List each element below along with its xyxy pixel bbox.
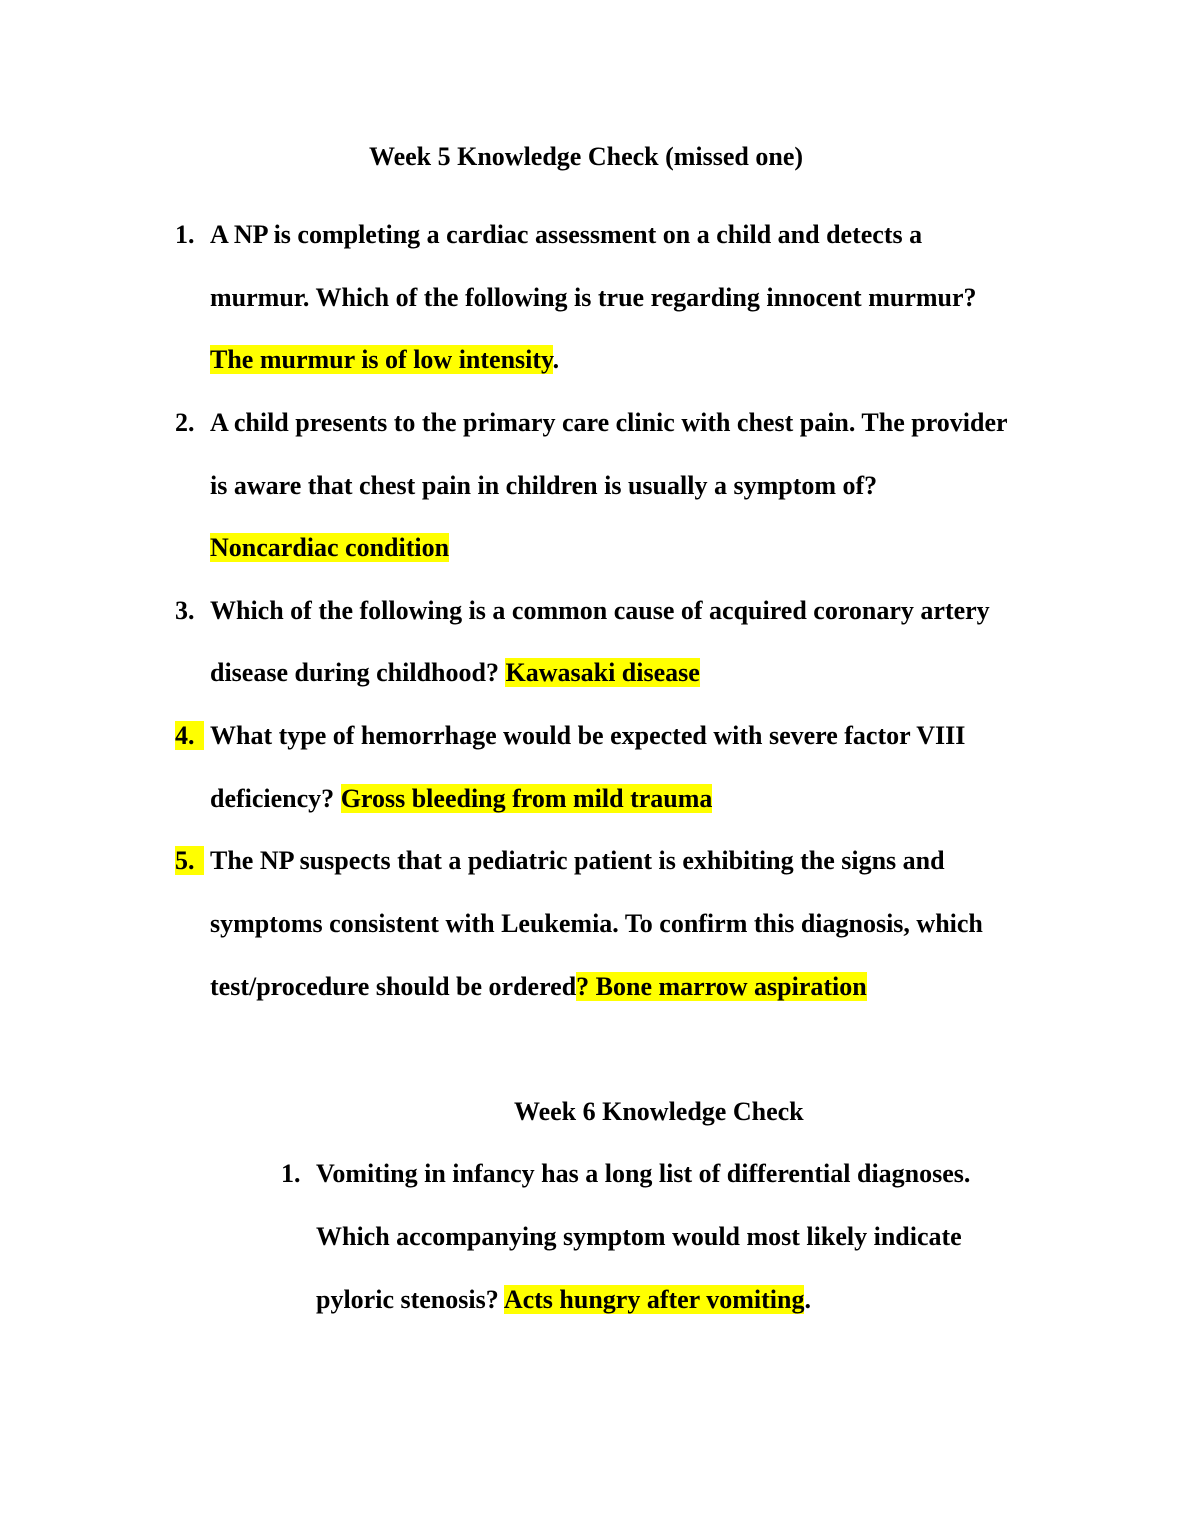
week5-q2-line2: is aware that chest pain in children is usually a symptom of? <box>210 471 878 500</box>
week5-q3-line2 <box>210 657 700 689</box>
week5-q4-line1: What type of hemorrhage would be expected with severe factor VIII <box>210 721 966 750</box>
week5-q5-line2: symptoms consistent with Leukemia. To confirm this diagnosis, which <box>210 909 983 938</box>
week5-q3-answer: Kawasaki disease <box>505 658 700 687</box>
week6-q1-question-end: pyloric stenosis? <box>316 1285 499 1314</box>
week5-q5-number <box>175 845 204 877</box>
week5-q2-answer-line <box>210 532 449 564</box>
week5-q4-answer: Gross bleeding from mild trauma <box>340 784 713 813</box>
week6-title: Week 6 Knowledge Check <box>514 1097 804 1126</box>
week5-q4-number <box>175 720 204 752</box>
week5-q3-line1: Which of the following is a common cause of acquired coronary artery <box>210 596 990 625</box>
week5-q3-question-end: disease during childhood? <box>210 658 499 687</box>
week5-q1-answer: The murmur is of low intensity <box>210 345 553 374</box>
week6-q1-line2: Which accompanying symptom would most likely indicate <box>316 1222 962 1251</box>
week5-title: Week 5 Knowledge Check (missed one) <box>369 142 804 171</box>
week5-q1-answer-suffix: . <box>552 345 560 374</box>
week5-q1-line2: murmur. Which of the following is true regarding innocent murmur? <box>210 283 977 312</box>
week5-q5-question-end: test/procedure should be ordered <box>210 972 577 1001</box>
week5-q1-line1: A NP is completing a cardiac assessment on a child and detects a <box>210 220 923 249</box>
week5-q4-line2 <box>210 783 712 815</box>
week6-q1-line3 <box>316 1284 811 1316</box>
week6-q1-answer: Acts hungry after vomiting <box>503 1285 805 1314</box>
week6-q1-line1: Vomiting in infancy has a long list of differential diagnoses. <box>316 1159 971 1188</box>
week5-q1-answer-line <box>210 344 559 376</box>
week5-q2-number: 2. <box>175 408 195 437</box>
week5-q2-line1: A child presents to the primary care clinic with chest pain. The provider <box>210 408 1008 437</box>
week5-q3-number: 3. <box>175 596 195 625</box>
week6-q1-answer-suffix: . <box>804 1285 811 1314</box>
week5-q5-line1: The NP suspects that a pediatric patient is exhibiting the signs and <box>210 846 945 875</box>
week5-q4-question-end: deficiency? <box>210 784 335 813</box>
week5-q5-number-highlight: 5. <box>175 846 204 875</box>
week5-q5-answer: ? Bone marrow aspiration <box>576 972 867 1001</box>
week5-q4-number-highlight: 4. <box>175 721 204 750</box>
week5-q1-number: 1. <box>175 220 195 249</box>
week5-q2-answer: Noncardiac condition <box>210 533 450 562</box>
week5-q5-line3 <box>210 971 867 1003</box>
week6-q1-number: 1. <box>281 1159 301 1188</box>
